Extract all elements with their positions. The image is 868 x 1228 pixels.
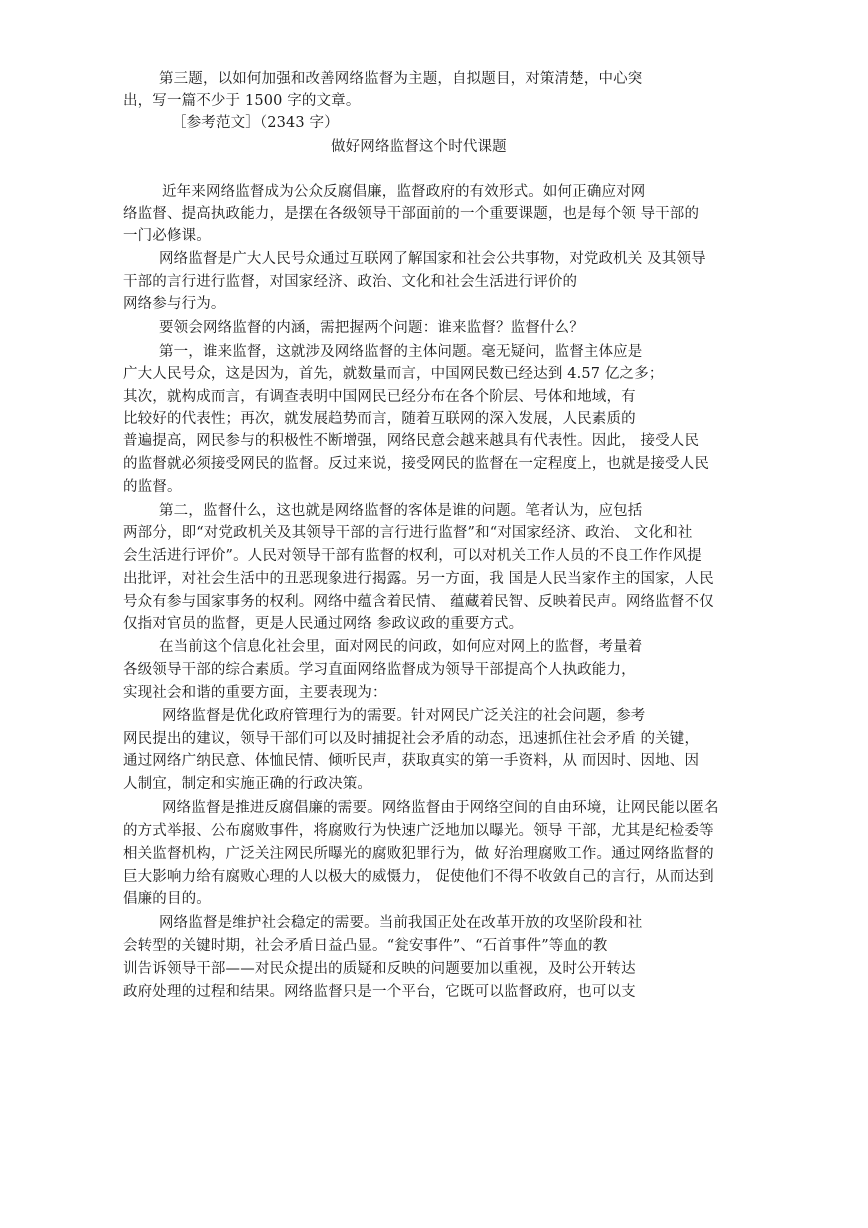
paragraph-line: 第二，监督什么，这也就是网络监督的客体是谁的问题。笔者认为，应包括 xyxy=(159,503,643,519)
paragraph-line: 网络监督是维护社会稳定的需要。当前我国正处在改革开放的攻坚阶段和社 xyxy=(159,915,643,931)
paragraph-line: 通过网络广纳民意、体恤民情、倾听民声，获取真实的第一手资料，从 而因时、因地、因 xyxy=(123,753,700,769)
paragraph-line: 的方式举报、公布腐败事件，将腐败行为快速广泛地加以曝光。领导 干部，尤其是纪检委等 xyxy=(123,823,714,839)
paragraph-line: 普遍提高，网民参与的积极性不断增强，网络民意会越来越具有代表性。因此， 接受人民 xyxy=(123,433,700,449)
paragraph-line: 其次，就构成而言，有调查表明中国网民已经分布在各个阶层、号体和地域，有 xyxy=(123,389,636,405)
paragraph-line: 实现社会和谐的重要方面，主要表现为： xyxy=(123,685,387,701)
paragraph-line: 网民提出的建议，领导干部们可以及时捕捉社会矛盾的动态，迅速抓住社会矛盾 的关键， xyxy=(123,731,700,747)
paragraph-line: 比较好的代表性；再次，就发展趋势而言，随着互联网的深入发展，人民素质的 xyxy=(123,411,636,427)
paragraph-line: 的监督就必须接受网民的监督。反过来说，接受网民的监督在一定程度上，也就是接受人民 xyxy=(123,456,709,472)
paragraph-line: 网络监督是广大人民号众通过互联网了解国家和社会公共事物，对党政机关 及其领导 xyxy=(159,251,706,267)
paragraph-line: 号众有参与国家事务的权利。网络中蕴含着民情、 蕴藏着民智、反映着民声。网络监督不仅 xyxy=(123,594,714,610)
reference-essay-label: ［参考范文］（2343 字） xyxy=(172,115,339,131)
paragraph-line: 出批评，对社会生活中的丑恶现象进行揭露。另一方面，我 国是人民当家作主的国家，人民 xyxy=(123,571,714,587)
essay-title: 做好网络监督这个时代课题 xyxy=(331,139,507,155)
question-prompt-line-1: 第三题，以如何加强和改善网络监督为主题，自拟题目，对策清楚，中心突 xyxy=(159,71,643,87)
paragraph-line: 政府处理的过程和结果。网络监督只是一个平台，它既可以监督政府，也可以支 xyxy=(123,984,636,1000)
paragraph-line: 干部的言行进行监督，对国家经济、政治、文化和社会生活进行评价的 xyxy=(123,274,578,290)
paragraph-line: 网络参与行为。 xyxy=(123,296,226,312)
paragraph-line: 会转型的关键时期，社会矛盾日益凸显。“瓮安事件”、“石首事件”等血的教 xyxy=(123,938,608,954)
paragraph-line: 相关监督机构，广泛关注网民所曝光的腐败犯罪行为，做 好治理腐败工作。通过网络监督的 xyxy=(123,846,714,862)
paragraph-line: 络监督、提高执政能力，是摆在各级领导干部面前的一个重要课题，也是每个领 导干部的 xyxy=(123,206,700,222)
paragraph-line: 网络监督是推进反腐倡廉的需要。网络监督由于网络空间的自由环境，让网民能以匿名 xyxy=(162,800,719,816)
question-prompt-line-2: 出，写一篇不少于 1500 字的文章。 xyxy=(123,93,361,109)
paragraph-line: 网络监督是优化政府管理行为的需要。针对网民广泛关注的社会问题，参考 xyxy=(162,708,646,724)
paragraph-line: 巨大影响力给有腐败心理的人以极大的威慑力， 促使他们不得不收敛自己的言行，从而达到 xyxy=(123,869,714,885)
paragraph-line: 要领会网络监督的内涵，需把握两个问题：谁来监督？监督什么？ xyxy=(159,320,584,336)
paragraph-line: 广大人民号众，这是因为，首先，就数量而言，中国网民数已经达到 4.57 亿之多； xyxy=(123,366,664,382)
paragraph-line: 的监督。 xyxy=(123,479,182,495)
paragraph-line: 两部分，即“对党政机关及其领导干部的言行进行监督”和“对国家经济、政治、 文化和社 xyxy=(123,525,693,541)
paragraph-line: 在当前这个信息化社会里，面对网民的问政，如何应对网上的监督，考量着 xyxy=(159,639,643,655)
paragraph-line: 第一，谁来监督，这就涉及网络监督的主体问题。毫无疑问，监督主体应是 xyxy=(159,344,643,360)
paragraph-line: 近年来网络监督成为公众反腐倡廉，监督政府的有效形式。如何正确应对网 xyxy=(162,184,646,200)
paragraph-line: 一门必修课。 xyxy=(123,228,211,244)
paragraph-line: 人制宜，制定和实施正确的行政决策。 xyxy=(123,776,373,792)
paragraph-line: 会生活进行评价”。人民对领导干部有监督的权利，可以对机关工作人员的不良工作作风提 xyxy=(123,548,702,564)
paragraph-line: 仅指对官员的监督，更是人民通过网络 参政议政的重要方式。 xyxy=(123,616,524,632)
paragraph-line: 各级领导干部的综合素质。学习直面网络监督成为领导干部提高个人执政能力， xyxy=(123,662,636,678)
paragraph-line: 训告诉领导干部——对民众提出的质疑和反映的问题要加以重视，及时公开转达 xyxy=(123,961,636,977)
paragraph-line: 倡廉的目的。 xyxy=(123,891,211,907)
